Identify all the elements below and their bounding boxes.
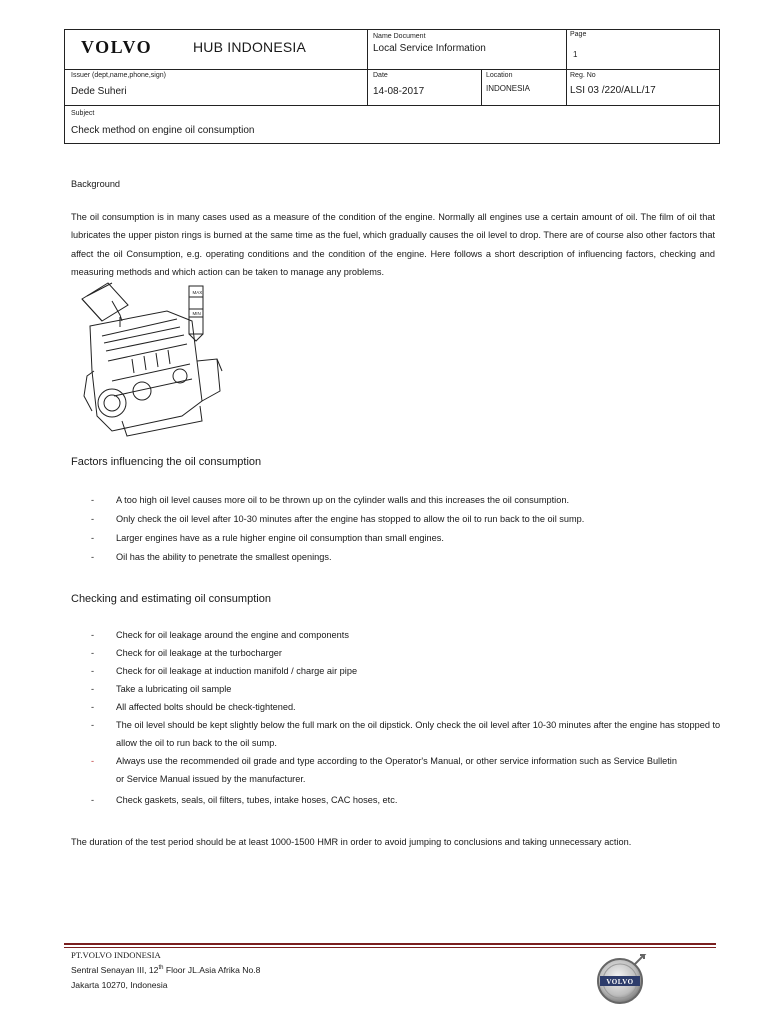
header-divider <box>65 69 719 70</box>
footer-rule <box>64 943 716 945</box>
factors-heading: Factors influencing the oil consumption <box>71 456 262 468</box>
location-value: INDONESIA <box>486 84 531 93</box>
subject-value: Check method on engine oil consumption <box>71 125 255 136</box>
name-document-value: Local Service Information <box>373 43 486 54</box>
list-item: - The oil level should be kept slightly below the full mark on the oil dipstick. Only check the oil level after 10-30 minutes after the engine has stopped to allow the oil to run back to the oil sump. <box>91 720 721 748</box>
header-divider <box>566 30 567 105</box>
list-item: - Take a lubricating oil sample <box>91 684 232 694</box>
list-item: - Check for oil leakage at induction manifold / charge air pipe <box>91 666 358 676</box>
background-paragraph: The oil consumption is in many cases used as a measure of the condition of the engine. Normally all engines use a certain amount of oil. The film of oil that lubricates the upper piston rings is burned at the same time as the fuel, which gradually causes the oil level to drop. There are of course also other factors that affect the oil Consumption, e.g. operating conditions and the condition of the engine. Here follows a short description of influencing factors, checking and measuring methods and which action can be taken to manage any problems. <box>71 212 715 278</box>
footer-address-line1: Sentral Senayan III, 12th Floor JL.Asia Afrika No.8 <box>71 965 261 975</box>
volvo-logo: VOLVO <box>81 37 153 57</box>
reg-no-value: LSI 03 /220/ALL/17 <box>570 85 656 96</box>
hub-title: HUB INDONESIA <box>193 39 307 55</box>
list-item: - Larger engines have as a rule higher engine oil consumption than small engines. <box>91 533 444 543</box>
volvo-emblem-icon <box>590 950 654 1008</box>
background-heading: Background <box>71 179 121 189</box>
dipstick-min-label: MIN <box>192 311 201 316</box>
page-value: 1 <box>573 50 578 59</box>
list-item: - Oil has the ability to penetrate the smallest openings. <box>91 552 332 562</box>
list-item: - A too high oil level causes more oil to be thrown up on the cylinder walls and this increases the oil consumption. <box>91 495 569 505</box>
reg-no-label: Reg. No <box>570 72 596 79</box>
name-document-label: Name Document <box>373 33 426 40</box>
header-divider <box>481 69 482 105</box>
location-label: Location <box>486 72 513 79</box>
header-divider <box>367 30 368 105</box>
document-header <box>64 29 720 144</box>
checking-heading: Checking and estimating oil consumption <box>71 593 271 605</box>
factors-list <box>71 491 721 566</box>
list-item: - All affected bolts should be check-tightened. <box>91 702 296 712</box>
svg-text:VOLVO: VOLVO <box>606 978 634 986</box>
footer-company: PT.VOLVO INDONESIA <box>71 950 161 960</box>
footer-address-line2: Jakarta 10270, Indonesia <box>71 980 168 990</box>
checking-list <box>71 626 721 809</box>
footer-rule <box>64 947 716 948</box>
list-item: - Always use the recommended oil grade and type according to the Operator's Manual, or other service information such as Service Bulletin or Service Manual issued by the manufacturer. <box>91 756 677 784</box>
engine-block-icon <box>84 311 222 436</box>
date-value: 14-08-2017 <box>373 86 425 97</box>
dipstick-max-label: MAX <box>192 290 203 295</box>
page-label: Page <box>570 31 587 38</box>
list-item: - Check gaskets, seals, oil filters, tubes, intake hoses, CAC hoses, etc. <box>91 795 398 805</box>
engine-illustration <box>72 281 232 441</box>
date-label: Date <box>373 72 388 79</box>
header-divider <box>65 105 719 106</box>
conclusion-text: The duration of the test period should be at least 1000-1500 HMR in order to avoid jumping to conclusions and taking unnecessary action. <box>71 837 632 847</box>
subject-label: Subject <box>71 110 95 117</box>
issuer-label: Issuer (dept,name,phone,sign) <box>71 72 166 79</box>
list-item: - Only check the oil level after 10-30 minutes after the engine has stopped to allow the oil to run back to the oil sump. <box>91 514 585 524</box>
list-item: - Check for oil leakage around the engine and components <box>91 630 349 640</box>
issuer-value: Dede Suheri <box>71 86 127 97</box>
list-item: - Check for oil leakage at the turbocharger <box>91 648 282 658</box>
